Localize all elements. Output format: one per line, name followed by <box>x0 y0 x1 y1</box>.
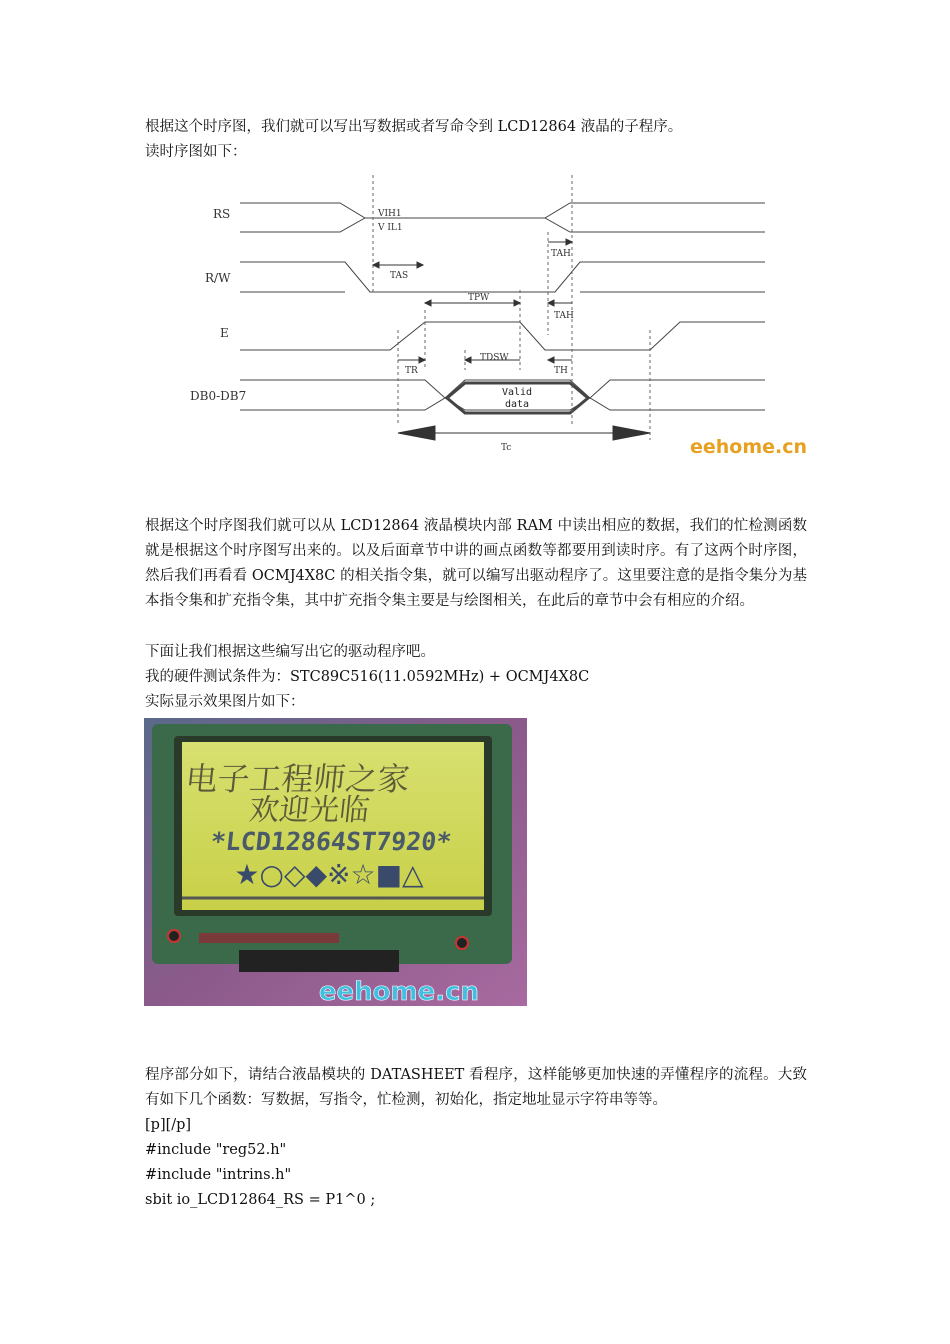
vih1-label: VIH1 <box>378 209 402 219</box>
lcd-line-2: 欢迎光临 <box>247 793 372 828</box>
code-line-2: #include "reg52.h" <box>145 1142 287 1158</box>
valid-data-line2: data <box>504 399 530 410</box>
tdsw-label: TDSW <box>480 353 509 363</box>
lcd-display-photo <box>144 718 527 1006</box>
rw-wave <box>240 262 765 292</box>
signal-label-e: E <box>220 326 229 340</box>
lcd-symbols: ★○◇◆※☆■△ <box>234 858 424 891</box>
code-line-1: [p][/p] <box>145 1117 192 1133</box>
read-timing-diagram <box>185 170 810 460</box>
photo-watermark: eehome.cn <box>318 977 480 1006</box>
body-line-next: 下面让我们根据这些编写出它的驱动程序吧。 <box>145 644 435 660</box>
intro-line-2: 读时序图如下： <box>145 144 247 160</box>
th-label: TH <box>554 366 568 376</box>
program-paragraph: 程序部分如下，请结合液晶模块的 DATASHEET 看程序，这样能够更加快速的弄懂程序的流程。大致有如下几个函数：写数据，写指令，忙检测，初始化，指定地址显示字符串等等。 <box>145 1067 807 1108</box>
body-line-hardware: 我的硬件测试条件为：STC89C516(11.0592MHz) + OCMJ4X8C <box>145 669 590 685</box>
valid-data-line1: Valid <box>501 387 533 398</box>
vil1-label: V IL1 <box>378 223 403 233</box>
body-paragraph-1: 根据这个时序图我们就可以从 LCD12864 液晶模块内部 RAM 中读出相应的数据，我们的忙检测函数就是根据这个时序图写出来的。以及后面章节中讲的画点函数等都要用到读时序。有了这两个时序图，然后我们再看看 OCMJ4X8C 的相关指令集，就可以编写出驱动程序了。这里要注意的是指令集分为基本指令集和扩充指令集，其中扩充指令集主要是与绘图相关，在此后的章节中会有相应的介绍。 <box>145 518 807 609</box>
lcd-line-1: 电子工程师之家 <box>183 760 412 798</box>
timing-watermark: eehome.cn <box>690 436 808 458</box>
body-line-photo-caption: 实际显示效果图片如下： <box>145 694 305 710</box>
rs-low <box>240 218 765 232</box>
tas-label: TAS <box>390 271 409 281</box>
code-line-4: sbit io_LCD12864_RS = P1^0 ; <box>145 1192 376 1208</box>
code-line-3: #include "intrins.h" <box>145 1167 292 1183</box>
tpw-label: TPW <box>468 293 490 303</box>
e-wave <box>240 322 765 350</box>
signal-label-rs: RS <box>213 207 231 221</box>
tah-label: TAH <box>551 249 571 259</box>
tah2-label: TAH <box>554 311 574 321</box>
intro-line-1: 根据这个时序图，我们就可以写出写数据或者写命令到 LCD12864 液晶的子程序。 <box>145 119 683 135</box>
tr-label: TR <box>405 366 418 376</box>
db-lower <box>240 398 765 410</box>
rs-high <box>240 203 765 218</box>
tc-label: Tc <box>501 443 512 453</box>
lcd-line-3: *LCD12864ST7920* <box>209 827 453 856</box>
signal-label-rw: R/W <box>205 271 231 285</box>
signal-label-db: DB0-DB7 <box>190 389 247 403</box>
